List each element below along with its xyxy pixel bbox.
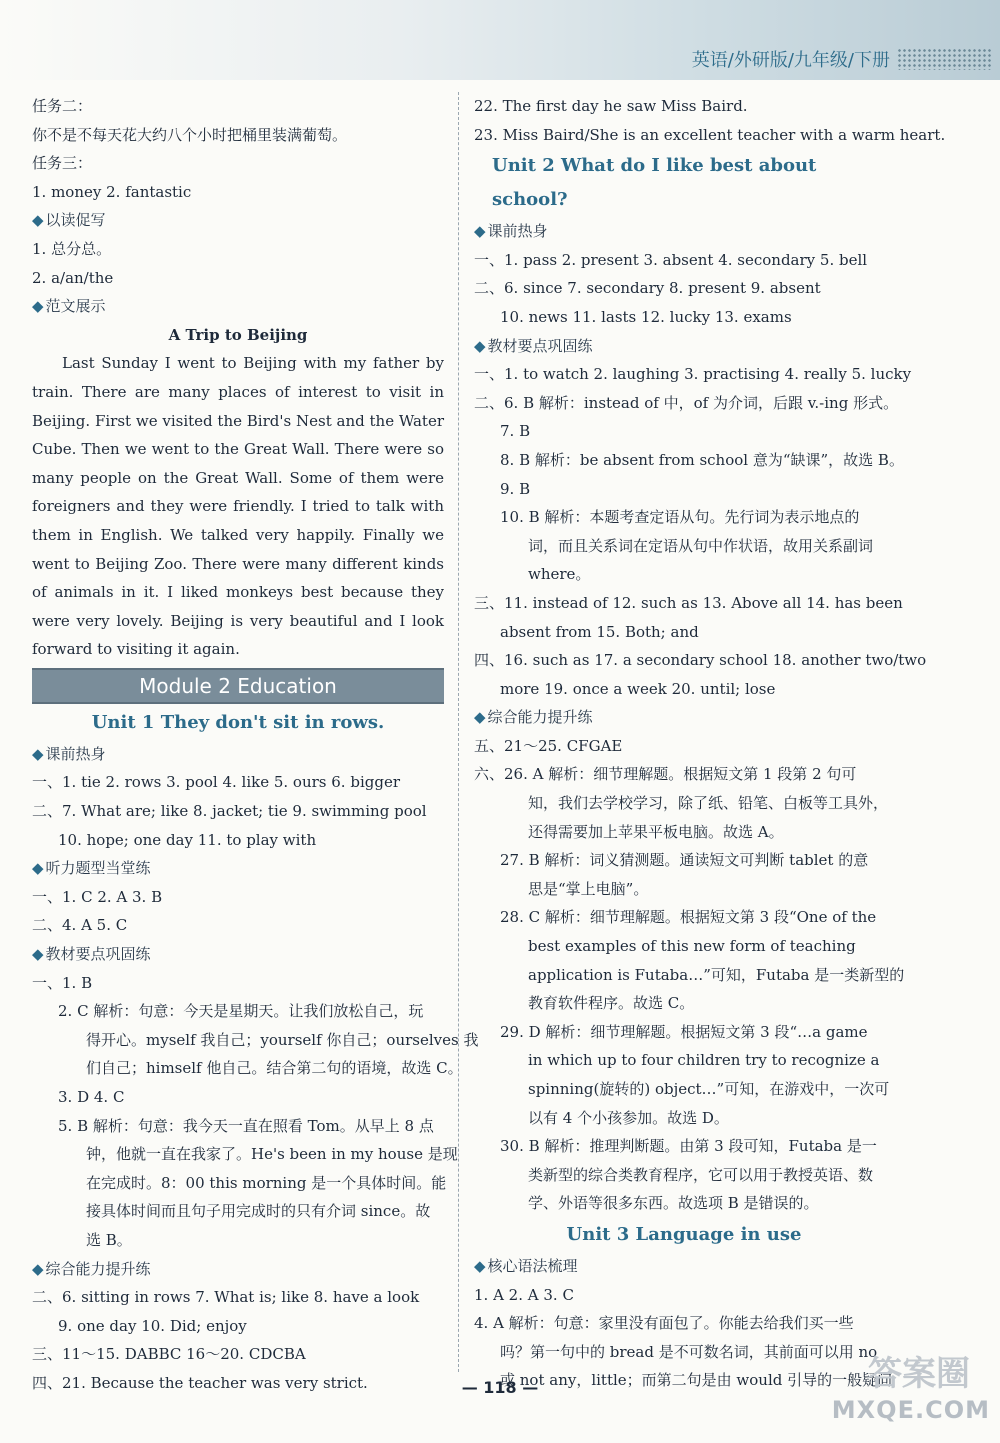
answer-line: 五、21～25. CFGAE (474, 736, 623, 755)
section-heading: ◆ 综合能力提升练 (474, 708, 593, 727)
section-heading: ◆ 教材要点巩固练 (474, 336, 593, 355)
answer-line: 四、21. Because the teacher was very strict. (32, 1373, 368, 1392)
diamond-icon: ◆ (474, 708, 486, 727)
answer-line: 教育软件程序。故选 C。 (528, 994, 695, 1013)
section-heading: ◆ 范文展示 (32, 297, 106, 316)
essay-body: Last Sunday I went to Beijing with my father by train. There are many places of interest to visit in Beijing. First we visited the Bird's Nest and the Water Cube. Then we went to the Great Wall. There were so many people on the Great Wall. Some of them were foreigners and they were friendly. I tried to talk with them in English. We talked very happily. Finally we went to Beijing Zoo. There were many different kinds of animals in it. I liked monkeys best because they were very lovely. Beijing is very beautiful and I look forward to visiting it again. (32, 354, 444, 659)
section-heading: ◆ 综合能力提升练 (32, 1259, 151, 1278)
tl-block (32, 883, 444, 940)
answer-line: 思是“掌上电脑”。 (528, 879, 649, 898)
answer-line: 任务二： (32, 97, 93, 115)
answer-line: in which up to four children try to recognize a (528, 1051, 880, 1070)
answer-line: where。 (528, 565, 591, 584)
answer-line: 还得需要加上苹果平板电脑。故选 A。 (528, 822, 784, 841)
answer-line: 二、7. What are; like 8. jacket; tie 9. swimming pool (32, 802, 427, 821)
diamond-icon: ◆ (474, 1256, 486, 1275)
answer-line: 1. A 2. A 3. C (474, 1285, 574, 1304)
answer-line: 8. B 解析：be absent from school 意为“缺课”，故选 B。 (500, 450, 904, 469)
answer-line: 二、6. B 解析：instead of 中，of 为介词，后跟 v.-ing 形式。 (474, 393, 899, 412)
unit1-title: Unit 1 They don't sit in rows. (91, 711, 385, 733)
answer-line: 四、16. such as 17. a secondary school 18. another two/two (474, 651, 927, 670)
answer-line: 2. C 解析：句意：今天是星期天。让我们放松自己，玩 (58, 1002, 424, 1021)
unit2-title: Unit 2 What do I like best about school? (492, 155, 817, 211)
answer-line: 们自己；himself 他自己。结合第二句的语境，故选 C。 (86, 1059, 463, 1078)
section-heading: ◆ 课前热身 (474, 222, 548, 241)
answer-line: 9. B (500, 479, 531, 498)
section-heading: ◆ 教材要点巩固练 (32, 945, 151, 964)
header-dot-pattern (897, 48, 992, 70)
answer-line: 一、1. tie 2. rows 3. pool 4. like 5. ours 6. bigger (32, 773, 400, 792)
section-heading: ◆ 课前热身 (32, 744, 106, 763)
answer-line: 1. money 2. fantastic (32, 182, 192, 201)
answer-line: 你不是不每天花大约八个小时把桶里装满葡萄。 (32, 125, 348, 144)
answer-line: 7. B (500, 422, 531, 441)
diamond-icon: ◆ (32, 297, 44, 316)
answer-line: 10. B 解析：本题考查定语从句。先行词为表示地点的 (500, 508, 860, 527)
yidu-block (32, 235, 444, 292)
answer-line: 词，而且关系词在定语从句中作状语，故用关系副词 (528, 536, 874, 555)
jc-block (474, 360, 927, 703)
answer-line: 10. news 11. lasts 12. lucky 13. exams (500, 307, 792, 326)
header-title: 英语/外研版/九年级/下册 (691, 50, 890, 71)
answer-line: 一、1. pass 2. present 3. absent 4. secondary 5. bell (474, 250, 868, 269)
left-top-block (32, 92, 444, 206)
answer-line: 知，我们去学校学习，除了纸、铅笔、白板等工具外， (528, 794, 889, 813)
answer-line: 二、4. A 5. C (32, 916, 128, 935)
answer-line: 得开心。myself 我自己；yourself 你自己；ourselves 我 (86, 1030, 479, 1049)
diamond-icon: ◆ (474, 222, 486, 241)
answer-line: 三、11. instead of 12. such as 13. Above all 14. has been (474, 593, 903, 612)
answer-line: 1. 总分总。 (32, 239, 112, 258)
answer-line: spinning(旋转的) object…”可知，在游戏中，一次可 (528, 1080, 890, 1098)
watermark-logo: 答案圈 (868, 1354, 970, 1394)
right-top-block (474, 92, 946, 149)
answer-line: 二、6. since 7. secondary 8. present 9. absent (474, 279, 821, 298)
section-heading: ◆ 以读促写 (32, 211, 106, 230)
answer-line: 5. B 解析：句意：我今天一直在照看 Tom。从早上 8 点 (58, 1116, 434, 1135)
kq-block (32, 768, 444, 854)
section-heading: ◆ 听力题型当堂练 (32, 859, 151, 878)
answer-line: 4. A 解析：句意：家里没有面包了。你能去给我们买一些 (474, 1314, 854, 1333)
answer-line: 10. hope; one day 11. to play with (58, 830, 317, 849)
answer-line: 钟，他就一直在我家了。He's been in my house 是现 (86, 1145, 458, 1164)
answer-line: 任务三： (32, 154, 93, 173)
answer-line: 29. D 解析：细节理解题。根据短文第 3 段“…a game (500, 1022, 868, 1041)
section-heading: ◆ 核心语法梳理 (474, 1256, 578, 1275)
answer-line: more 19. once a week 20. until; lose (500, 679, 776, 698)
answer-line: 3. D 4. C (58, 1088, 125, 1106)
answer-line: application is Futaba…”可知，Futaba 是一类新型的 (528, 965, 905, 984)
diamond-icon: ◆ (32, 744, 44, 763)
answer-line: 一、1. B (32, 973, 93, 992)
zh-block (474, 732, 905, 1218)
answer-line: 类新型的综合类教育程序，它可以用于教授英语、数 (528, 1165, 874, 1184)
jc-block (32, 969, 479, 1255)
answer-line: 六、26. A 解析：细节理解题。根据短文第 1 段第 2 句可 (474, 765, 857, 784)
answer-line: 三、11～15. DABBC 16～20. CDCBA (32, 1345, 306, 1364)
answer-line: 27. B 解析：词义猜测题。通读短文可判断 tablet 的意 (500, 851, 869, 870)
answer-line: 9. one day 10. Did; enjoy (58, 1316, 247, 1335)
answer-line: 吗？第一句中的 bread 是不可数名词，其前面可以用 no (500, 1342, 878, 1361)
answer-line: 接具体时间而且句子用完成时的只有介词 since。故 (86, 1202, 431, 1221)
kq-block (474, 246, 894, 332)
answer-line: 30. B 解析：推理判断题。由第 3 段可知，Futaba 是一 (500, 1137, 877, 1156)
answer-line: 学、外语等很多东西。故选项 B 是错误的。 (528, 1194, 819, 1213)
answer-line: 在完成时。8：00 this morning 是一个具体时间。能 (86, 1173, 447, 1192)
answer-line: 以有 4 个小孩参加。故选 D。 (528, 1108, 729, 1127)
unit3-title: Unit 3 Language in use (566, 1223, 802, 1245)
answer-line: absent from 15. Both; and (500, 622, 699, 641)
diamond-icon: ◆ (474, 336, 486, 355)
left-column (32, 92, 479, 1398)
answer-line: 一、1. to watch 2. laughing 3. practising 4. really 5. lucky (474, 365, 912, 384)
answer-line: 选 B。 (86, 1230, 132, 1249)
diamond-icon: ◆ (32, 211, 44, 230)
page-number: — 118 — (461, 1378, 539, 1397)
diamond-icon: ◆ (32, 859, 44, 878)
diamond-icon: ◆ (32, 945, 44, 964)
answer-line: 一、1. C 2. A 3. B (32, 887, 163, 906)
answer-line: 23. Miss Baird/She is an excellent teacher with a warm heart. (474, 125, 946, 144)
answer-line: 2. a/an/the (32, 268, 114, 287)
answer-line: 或 not any，little；而第二句是由 would 引导的一般疑问 (500, 1371, 893, 1390)
diamond-icon: ◆ (32, 1259, 44, 1278)
answer-line: 22. The first day he saw Miss Baird. (474, 97, 748, 115)
module-banner: Module 2 Education (32, 668, 444, 704)
answer-line: best examples of this new form of teaching (528, 937, 856, 956)
answer-line: 二、6. sitting in rows 7. What is; like 8. have a look (32, 1288, 420, 1307)
column-divider (458, 92, 460, 1372)
essay-title: A Trip to Beijing (168, 325, 308, 344)
answer-line: 28. C 解析：细节理解题。根据短文第 3 段“One of the (500, 908, 877, 927)
watermark-text: MXQE.COM (831, 1396, 990, 1424)
